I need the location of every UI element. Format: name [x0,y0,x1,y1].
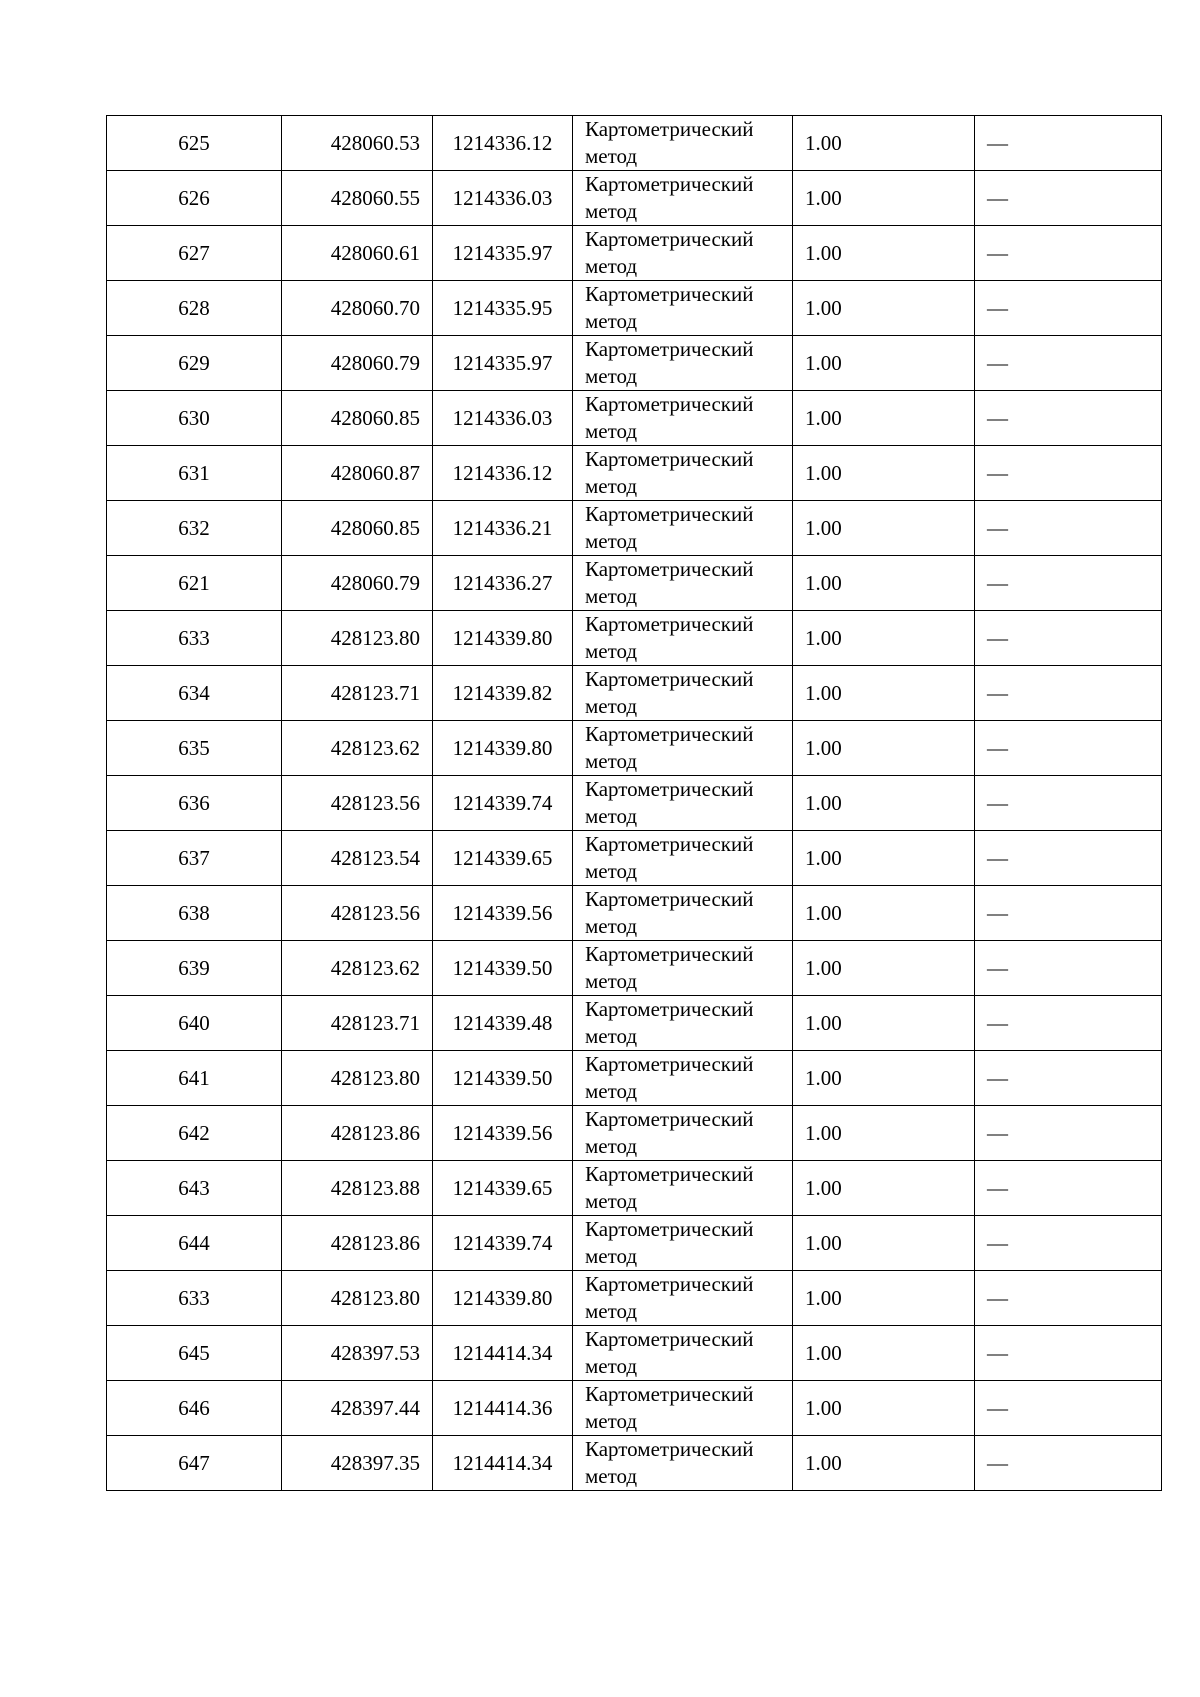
table-row [107,556,1162,611]
description-cell: — [975,1051,1162,1106]
method-text-line1: Картометрический [585,227,754,251]
method-cell [573,1326,793,1381]
table-row [107,721,1162,776]
table-row [107,1161,1162,1216]
table-row [107,611,1162,666]
y-coordinate-cell: 1214339.48 [433,996,573,1051]
y-coordinate-cell: 1214336.03 [433,171,573,226]
x-coordinate-cell: 428123.80 [282,1051,433,1106]
accuracy-cell: 1.00 [793,281,975,336]
accuracy-cell: 1.00 [793,831,975,886]
table-row [107,1271,1162,1326]
method-text-line2: метод [585,144,638,168]
table-row [107,1106,1162,1161]
x-coordinate-cell: 428060.79 [282,336,433,391]
description-cell: — [975,996,1162,1051]
y-coordinate-cell: 1214339.80 [433,611,573,666]
point-number-cell: 647 [107,1436,282,1491]
description-cell: — [975,611,1162,666]
point-number-cell: 646 [107,1381,282,1436]
table-row [107,226,1162,281]
point-number-cell: 633 [107,1271,282,1326]
table-row [107,996,1162,1051]
method-text-line2: метод [585,419,638,443]
accuracy-cell: 1.00 [793,941,975,996]
method-text-line2: метод [585,1134,638,1158]
method-text-line2: метод [585,1299,638,1323]
description-cell: — [975,1271,1162,1326]
y-coordinate-cell: 1214336.21 [433,501,573,556]
method-cell [573,1381,793,1436]
method-text-line2: метод [585,1189,638,1213]
accuracy-cell: 1.00 [793,776,975,831]
method-text-line2: метод [585,1079,638,1103]
y-coordinate-cell: 1214339.56 [433,886,573,941]
method-cell [573,336,793,391]
method-text-line1: Картометрический [585,337,754,361]
method-cell [573,501,793,556]
accuracy-cell: 1.00 [793,391,975,446]
x-coordinate-cell: 428123.86 [282,1216,433,1271]
method-cell [573,611,793,666]
x-coordinate-cell: 428397.53 [282,1326,433,1381]
point-number-cell: 638 [107,886,282,941]
table-row [107,1216,1162,1271]
method-cell [573,226,793,281]
table-row [107,1436,1162,1491]
point-number-cell: 642 [107,1106,282,1161]
accuracy-cell: 1.00 [793,446,975,501]
description-cell: — [975,226,1162,281]
x-coordinate-cell: 428123.71 [282,666,433,721]
y-coordinate-cell: 1214414.34 [433,1436,573,1491]
description-cell: — [975,886,1162,941]
x-coordinate-cell: 428060.79 [282,556,433,611]
table-row [107,116,1162,171]
table-row [107,1326,1162,1381]
accuracy-cell: 1.00 [793,1436,975,1491]
method-text-line2: метод [585,914,638,938]
method-text-line1: Картометрический [585,117,754,141]
method-text-line1: Картометрический [585,1272,754,1296]
x-coordinate-cell: 428123.56 [282,886,433,941]
accuracy-cell: 1.00 [793,1161,975,1216]
x-coordinate-cell: 428060.55 [282,171,433,226]
y-coordinate-cell: 1214339.65 [433,831,573,886]
accuracy-cell: 1.00 [793,666,975,721]
method-cell [573,446,793,501]
point-number-cell: 634 [107,666,282,721]
method-text-line2: метод [585,639,638,663]
accuracy-cell: 1.00 [793,1326,975,1381]
method-text-line1: Картометрический [585,1327,754,1351]
accuracy-cell: 1.00 [793,556,975,611]
point-number-cell: 644 [107,1216,282,1271]
x-coordinate-cell: 428123.80 [282,611,433,666]
method-text-line1: Картометрический [585,392,754,416]
method-cell [573,556,793,611]
method-cell [573,776,793,831]
table-row [107,886,1162,941]
table-row [107,501,1162,556]
point-number-cell: 630 [107,391,282,446]
method-cell [573,281,793,336]
y-coordinate-cell: 1214339.56 [433,1106,573,1161]
x-coordinate-cell: 428123.71 [282,996,433,1051]
method-text-line2: метод [585,749,638,773]
x-coordinate-cell: 428060.85 [282,391,433,446]
y-coordinate-cell: 1214339.74 [433,1216,573,1271]
method-cell [573,721,793,776]
table-row [107,776,1162,831]
method-text-line1: Картометрический [585,667,754,691]
description-cell: — [975,1216,1162,1271]
method-text-line1: Картометрический [585,612,754,636]
method-text-line1: Картометрический [585,722,754,746]
description-cell: — [975,116,1162,171]
description-cell: — [975,1106,1162,1161]
method-cell [573,171,793,226]
accuracy-cell: 1.00 [793,1271,975,1326]
method-text-line2: метод [585,969,638,993]
x-coordinate-cell: 428123.62 [282,941,433,996]
table-row [107,446,1162,501]
description-cell: — [975,556,1162,611]
method-cell [573,1436,793,1491]
y-coordinate-cell: 1214339.74 [433,776,573,831]
method-text-line1: Картометрический [585,1052,754,1076]
y-coordinate-cell: 1214414.34 [433,1326,573,1381]
y-coordinate-cell: 1214339.80 [433,721,573,776]
point-number-cell: 632 [107,501,282,556]
method-text-line2: метод [585,584,638,608]
table-row [107,171,1162,226]
point-number-cell: 639 [107,941,282,996]
method-text-line2: метод [585,199,638,223]
description-cell: — [975,1381,1162,1436]
y-coordinate-cell: 1214336.27 [433,556,573,611]
x-coordinate-cell: 428397.44 [282,1381,433,1436]
y-coordinate-cell: 1214339.82 [433,666,573,721]
description-cell: — [975,721,1162,776]
table-row [107,1051,1162,1106]
method-text-line1: Картометрический [585,1107,754,1131]
accuracy-cell: 1.00 [793,1106,975,1161]
y-coordinate-cell: 1214335.97 [433,336,573,391]
description-cell: — [975,666,1162,721]
accuracy-cell: 1.00 [793,1216,975,1271]
method-text-line2: метод [585,474,638,498]
x-coordinate-cell: 428123.56 [282,776,433,831]
table-row [107,941,1162,996]
method-text-line2: метод [585,859,638,883]
description-cell: — [975,941,1162,996]
x-coordinate-cell: 428123.80 [282,1271,433,1326]
point-number-cell: 641 [107,1051,282,1106]
method-text-line2: метод [585,1409,638,1433]
accuracy-cell: 1.00 [793,336,975,391]
method-text-line1: Картометрический [585,942,754,966]
accuracy-cell: 1.00 [793,501,975,556]
accuracy-cell: 1.00 [793,886,975,941]
description-cell: — [975,1161,1162,1216]
x-coordinate-cell: 428123.54 [282,831,433,886]
method-cell [573,1106,793,1161]
y-coordinate-cell: 1214339.65 [433,1161,573,1216]
description-cell: — [975,1436,1162,1491]
description-cell: — [975,776,1162,831]
method-text-line2: метод [585,364,638,388]
point-number-cell: 626 [107,171,282,226]
x-coordinate-cell: 428123.88 [282,1161,433,1216]
x-coordinate-cell: 428060.53 [282,116,433,171]
description-cell: — [975,171,1162,226]
accuracy-cell: 1.00 [793,1381,975,1436]
point-number-cell: 625 [107,116,282,171]
description-cell: — [975,391,1162,446]
method-text-line1: Картометрический [585,1382,754,1406]
table-row [107,1381,1162,1436]
y-coordinate-cell: 1214335.97 [433,226,573,281]
description-cell: — [975,446,1162,501]
point-number-cell: 640 [107,996,282,1051]
accuracy-cell: 1.00 [793,1051,975,1106]
point-number-cell: 631 [107,446,282,501]
method-text-line1: Картометрический [585,447,754,471]
y-coordinate-cell: 1214414.36 [433,1381,573,1436]
method-text-line1: Картометрический [585,832,754,856]
point-number-cell: 629 [107,336,282,391]
method-cell [573,116,793,171]
x-coordinate-cell: 428123.62 [282,721,433,776]
point-number-cell: 636 [107,776,282,831]
description-cell: — [975,501,1162,556]
table-row [107,281,1162,336]
method-cell [573,886,793,941]
method-text-line1: Картометрический [585,997,754,1021]
method-text-line2: метод [585,804,638,828]
table-row [107,391,1162,446]
y-coordinate-cell: 1214336.03 [433,391,573,446]
method-cell [573,941,793,996]
y-coordinate-cell: 1214339.80 [433,1271,573,1326]
method-text-line2: метод [585,1354,638,1378]
method-text-line2: метод [585,1464,638,1488]
description-cell: — [975,831,1162,886]
point-number-cell: 621 [107,556,282,611]
method-text-line1: Картометрический [585,1162,754,1186]
description-cell: — [975,1326,1162,1381]
y-coordinate-cell: 1214339.50 [433,1051,573,1106]
method-cell [573,1051,793,1106]
method-cell [573,996,793,1051]
x-coordinate-cell: 428060.87 [282,446,433,501]
x-coordinate-cell: 428397.35 [282,1436,433,1491]
description-cell: — [975,336,1162,391]
point-number-cell: 627 [107,226,282,281]
point-number-cell: 635 [107,721,282,776]
method-cell [573,1271,793,1326]
method-text-line2: метод [585,1244,638,1268]
y-coordinate-cell: 1214339.50 [433,941,573,996]
accuracy-cell: 1.00 [793,116,975,171]
method-text-line1: Картометрический [585,172,754,196]
table-row [107,666,1162,721]
x-coordinate-cell: 428060.61 [282,226,433,281]
x-coordinate-cell: 428123.86 [282,1106,433,1161]
y-coordinate-cell: 1214335.95 [433,281,573,336]
method-cell [573,831,793,886]
x-coordinate-cell: 428060.85 [282,501,433,556]
accuracy-cell: 1.00 [793,171,975,226]
method-text-line1: Картометрический [585,777,754,801]
method-text-line1: Картометрический [585,557,754,581]
method-text-line1: Картометрический [585,1437,754,1461]
method-text-line2: метод [585,529,638,553]
method-cell [573,1161,793,1216]
method-text-line2: метод [585,694,638,718]
method-text-line1: Картометрический [585,502,754,526]
method-text-line1: Картометрический [585,1217,754,1241]
accuracy-cell: 1.00 [793,611,975,666]
method-cell [573,666,793,721]
x-coordinate-cell: 428060.70 [282,281,433,336]
point-number-cell: 645 [107,1326,282,1381]
table-row [107,831,1162,886]
point-number-cell: 643 [107,1161,282,1216]
accuracy-cell: 1.00 [793,721,975,776]
accuracy-cell: 1.00 [793,996,975,1051]
method-text-line1: Картометрический [585,282,754,306]
y-coordinate-cell: 1214336.12 [433,446,573,501]
method-text-line2: метод [585,1024,638,1048]
method-cell [573,1216,793,1271]
coordinates-table [106,115,1162,1491]
method-text-line1: Картометрический [585,887,754,911]
table-body [107,116,1162,1491]
method-text-line2: метод [585,254,638,278]
y-coordinate-cell: 1214336.12 [433,116,573,171]
point-number-cell: 633 [107,611,282,666]
accuracy-cell: 1.00 [793,226,975,281]
description-cell: — [975,281,1162,336]
point-number-cell: 628 [107,281,282,336]
point-number-cell: 637 [107,831,282,886]
method-text-line2: метод [585,309,638,333]
table-row [107,336,1162,391]
method-cell [573,391,793,446]
